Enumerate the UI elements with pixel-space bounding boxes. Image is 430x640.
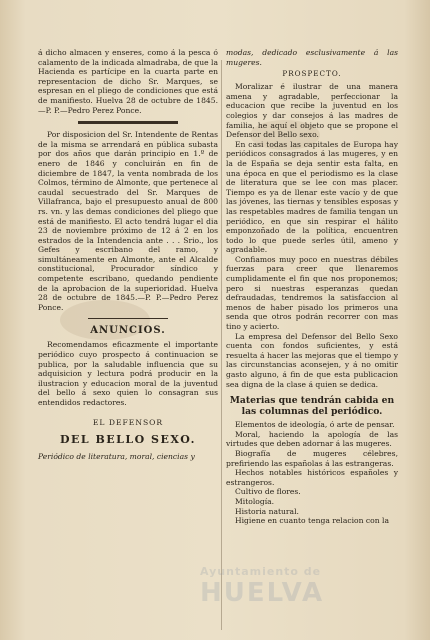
prospecto-para-2: En casi todas las capitales de Europa hay periódicos consagrados á las mugeres, y en la de España se deja sentir esta falta, en una época en que el periodismo es la clase de literatura que se lee con mas placer. Tiempo es ya de llenar este vacío y de que las jóvenes, las tiernas y tensibles esposas y las respetables madres de familia tengan un periódico, en que sin respirar el hálito emponzoñado de la política, encuentren todo lo que puede serles útil, ameno y agradable. xyxy=(226,139,398,255)
list-item: Elementos de ideología, ó arte de pensar. xyxy=(235,420,395,430)
list-item: Cultivo de flores. xyxy=(235,487,301,497)
periodical-title-small: EL DEFENSOR xyxy=(92,417,164,427)
list-item: Historia natural. xyxy=(235,506,299,516)
prospecto-para-3: Confiamos muy poco en nuestras débiles fuerzas para creer que llenaremos cumplidamente el fin que nos proponemos; pero si nuestras esperanzas quedan defraudadas, tendremos la satisfaccion al menos de haber pisado los primeros una senda que otros podrán recorrer con mas tino y acierto. xyxy=(226,254,398,332)
list-item: Hechos notables históricos españoles y estrangeros. xyxy=(226,468,398,487)
periodical-title-big: DEL BELLO SEXO. xyxy=(60,432,196,446)
watermark-line-1: Ayuntamiento de xyxy=(200,565,322,578)
separator-rule xyxy=(78,121,178,124)
auction-notice-1: á dicho almacen y enseres, como á la pesca ó calamento de la indicada almadraba, de que la Hacienda es partícipe en la cuarta parte en representacion de dicho Sr. Marques, se espresan en el pliego de condiciones que está de manifiesto. Huelva 28 de octubre de 1845.—P. P.—Pedro Perez Ponce. xyxy=(38,48,218,115)
prospecto-para-4: La empresa del Defensor del Bello Sexo cuenta con fondos suficientes, y está resuelta á hacer las mejoras que el tiempo y las circunstancias aconsejen, y á no omitir gasto alguno, á fin de que esta publicacion sea digna de la clase á quien se dedica. xyxy=(226,331,398,389)
list-item: Mitología. xyxy=(235,496,275,506)
recommendation-text: Recomendamos eficazmente el importante periódico cuyo prospecto á continuacion se publica, por la saludable influencia que su adquisicion y lectura podrá producir en la ilustracion y educacion moral de la juventud del bello á sexo quien lo consagran sus entendidos redactores. xyxy=(38,340,218,407)
section-title-anuncios: ANUNCIOS. xyxy=(90,325,166,337)
column-divider xyxy=(221,60,222,630)
auction-notice-2: Por disposicion del Sr. Intendente de Rentas de la misma se arrendará en pública subasta por dos años que darán principio en 1.º de enero de 1846 y concluirán en fin de diciembre de 1847, la venta nombrada de los Colmos, término de Almonte, que pertenece al caudal secuestrado del Sr. Marques de Villafranca, bajo el presupuesto anual de 800 rs. vn. y las demas condiciones del pliego que está de manifiesto. El acto tendrá lugar el dia 23 de noviembre próximo de 12 á 2 en los estrados de la Intendencia ante . . . Srio., los Gefes y escribano del ramo, y simultáneamente en Almonte, ante el Alcalde constitucional, Procurador síndico y competente escribano, quedando pendiente de la aprobacion de la superioridad. Huelva 28 de octubre de 1845.—P. P.—Pedro Perez Ponce. xyxy=(38,130,218,312)
prospecto-heading: PROSPECTO. xyxy=(282,69,342,79)
watermark-line-2: HUELVA xyxy=(200,578,325,608)
left-column xyxy=(38,48,218,461)
materias-heading: Materias que tendrán cabida en las columnas del periódico. xyxy=(229,395,395,418)
prospecto-para-1: Moralizar é ilustrar de una manera amena y agradable, perfeccionar la educacion que recibe la juventud en los colegios y dar consejos á las madres de familia, he aquí el objeto que se propone el Defensor del Bello sexo. xyxy=(226,82,398,140)
list-item: Higiene en cuanto tenga relacion con la xyxy=(235,516,389,526)
list-item: Moral, haciendo la apología de las virtudes que deben adornar á las mugeres. xyxy=(226,429,398,449)
archive-watermark xyxy=(200,565,400,625)
right-column xyxy=(226,48,398,526)
separator-rule xyxy=(88,318,168,319)
periodical-subtitle: Periódico de literatura, moral, ciencias y xyxy=(38,451,195,461)
list-item: Biografía de mugeres célebres, prefiriendo las españolas á las estrangeras. xyxy=(226,448,398,468)
subtitle-continuation: modas, dedicado esclusivamente á las mugeres. xyxy=(226,48,398,67)
